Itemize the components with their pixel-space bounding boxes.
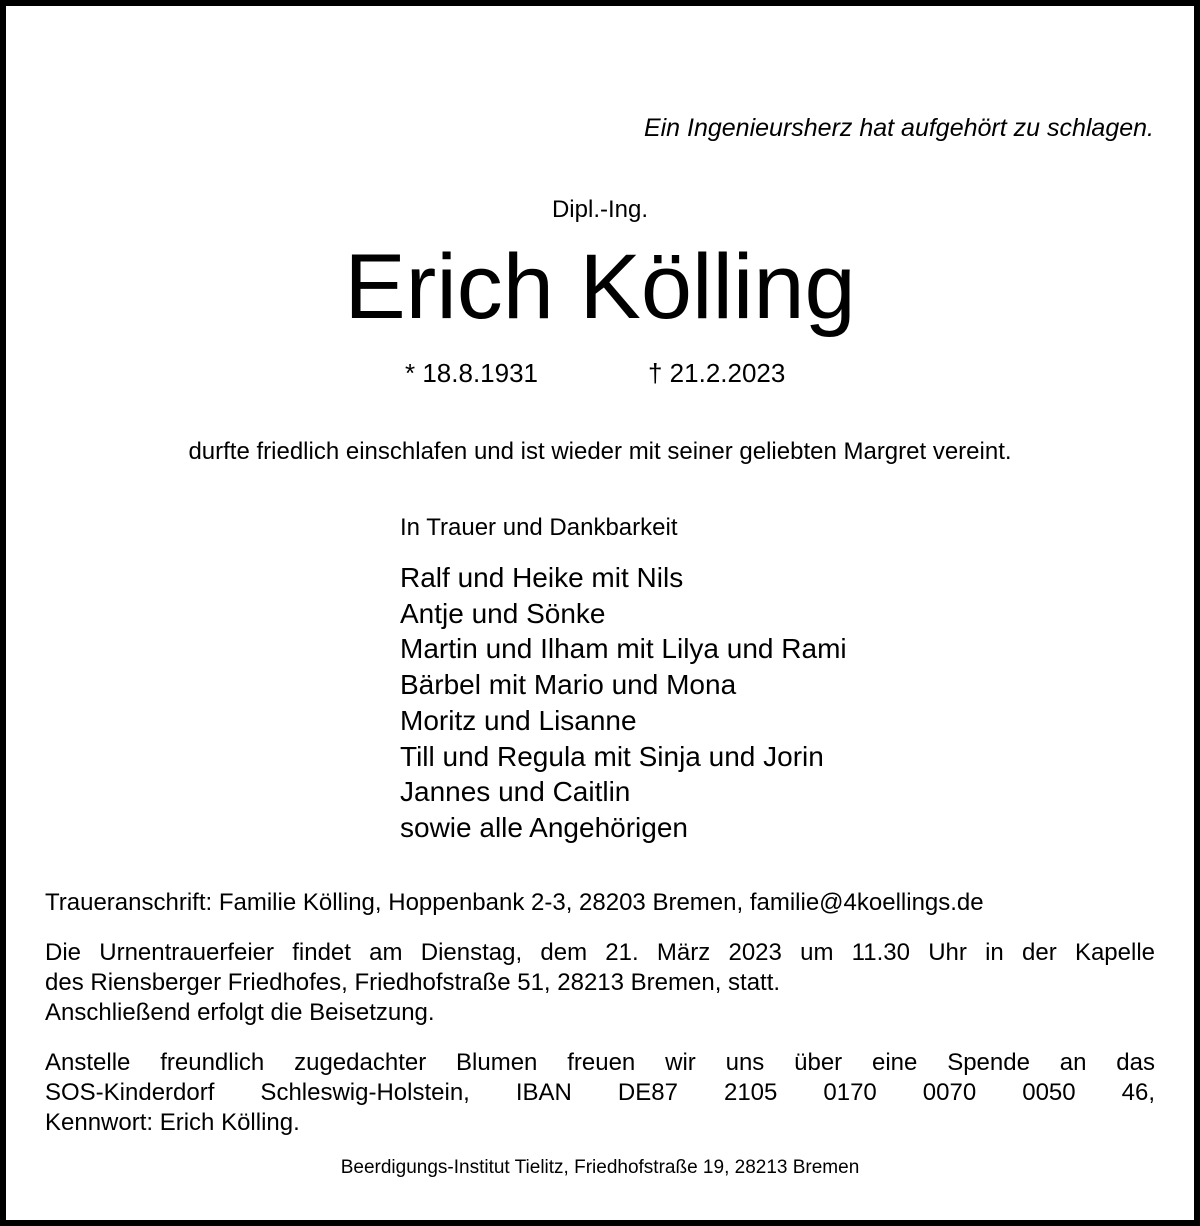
- mourners-list: [400, 560, 847, 846]
- academic-title: Dipl.-Ing.: [551, 196, 649, 223]
- funeral-home: Beerdigungs-Institut Tielitz, Friedhofstraße 19, 28213 Bremen: [340, 1157, 860, 1178]
- deceased-name: Erich Kölling: [344, 236, 856, 338]
- ceremony-line: des Riensberger Friedhofes, Friedhofstraße 51, 28213 Bremen, statt.: [45, 969, 781, 996]
- mourner: Ralf und Heike mit Nils: [400, 562, 684, 593]
- mourner: Antje und Sönke: [400, 597, 606, 629]
- ceremony-line: Die Urnentrauerfeier findet am Dienstag, dem 21. März 2023 um 11.30 Uhr in der Kapelle: [45, 939, 1155, 966]
- donation-info: [45, 1048, 1155, 1138]
- grief-line: In Trauer und Dankbarkeit: [400, 514, 678, 541]
- mourning-address: Traueranschrift: Familie Kölling, Hoppenbank 2-3, 28203 Bremen, familie@4koellings.de: [45, 889, 984, 916]
- mourner: Jannes und Caitlin: [400, 776, 631, 808]
- mourner: sowie alle Angehörigen: [400, 811, 688, 843]
- ceremony-info: [45, 938, 1155, 1028]
- mourner: Bärbel mit Mario und Mona: [400, 669, 737, 701]
- donation-line: SOS-Kinderdorf Schleswig-Holstein, IBAN DE87 2105 0170 0070 0050 46,: [45, 1079, 1155, 1106]
- announcement-sentence: durfte friedlich einschlafen und ist wieder mit seiner geliebten Margret vereint.: [188, 438, 1012, 465]
- ceremony-line: Anschließend erfolgt die Beisetzung.: [45, 999, 435, 1026]
- donation-line: Anstelle freundlich zugedachter Blumen freuen wir uns über eine Spende an das: [45, 1049, 1155, 1076]
- motto: Ein Ingenieursherz hat aufgehört zu schlagen.: [643, 114, 1154, 142]
- mourner: Martin und Ilham mit Lilya und Rami: [400, 633, 847, 665]
- birth-date: * 18.8.1931: [405, 358, 539, 388]
- donation-line: Kennwort: Erich Kölling.: [45, 1109, 300, 1136]
- mourner: Till und Regula mit Sinja und Jorin: [400, 740, 824, 772]
- death-date: † 21.2.2023: [648, 358, 786, 388]
- mourner: Moritz und Lisanne: [400, 704, 637, 736]
